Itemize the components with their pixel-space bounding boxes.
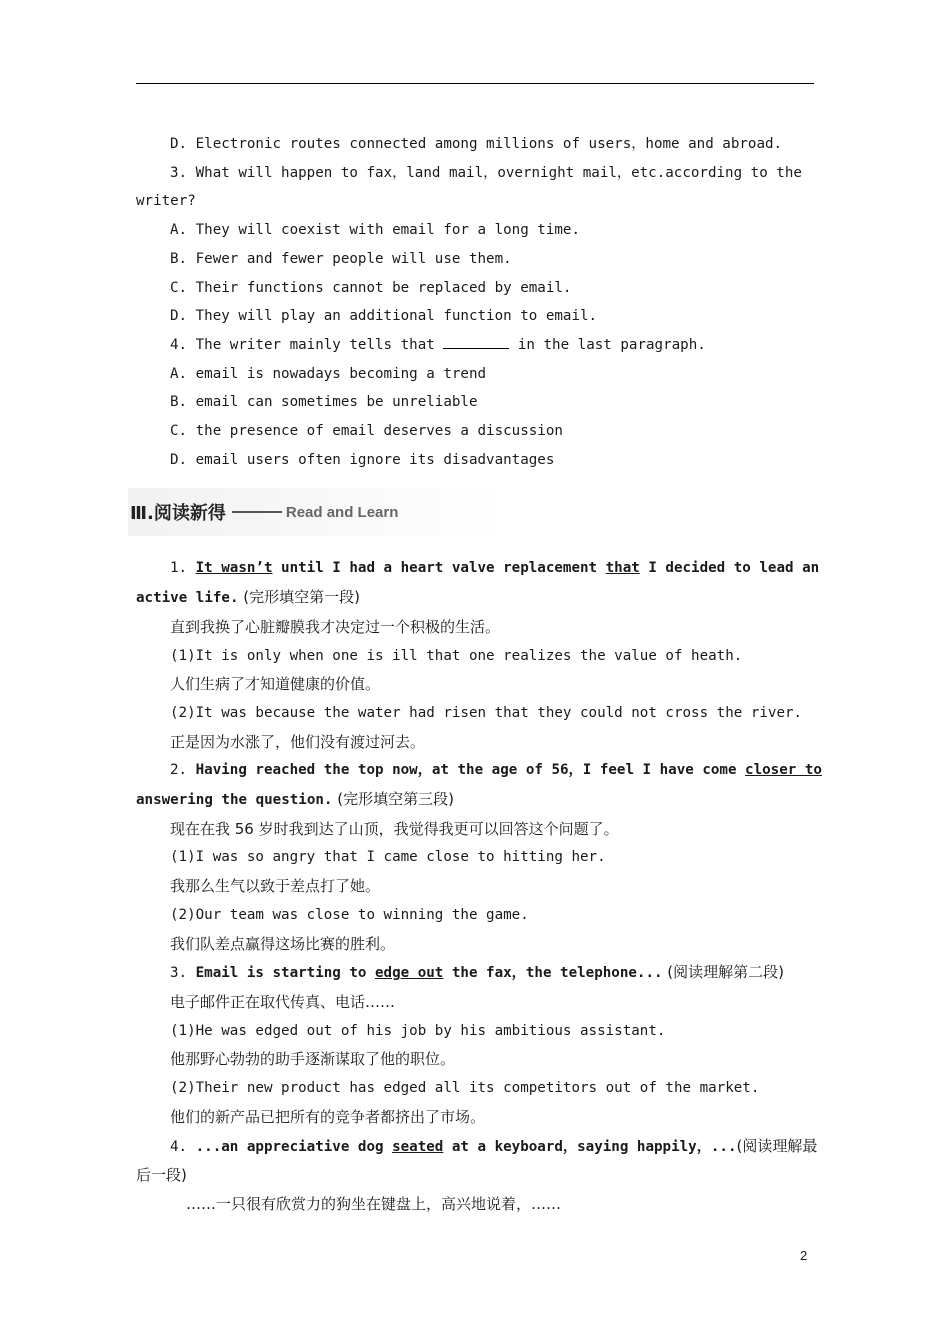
sentence-text: the fax，the telephone... [443, 965, 663, 982]
item1-translation: 直到我换了心脏瓣膜我才决定过一个积极的生活。 [170, 617, 501, 636]
source-note: (阅读理解最 [736, 1136, 818, 1155]
item3-example-2-translation: 他们的新产品已把所有的竞争者都挤出了市场。 [170, 1107, 486, 1126]
sentence-text: I decided to lead an [639, 560, 820, 577]
item1-sentence [136, 554, 820, 583]
key-phrase: edge out [375, 965, 444, 982]
q4-option-c: C. the presence of email deserves a discussion [170, 423, 563, 440]
item1-example-2: (2)It was because the water had risen that they could not cross the river. [170, 704, 803, 721]
key-phrase: It wasn’t [195, 560, 273, 577]
item3-translation: 电子邮件正在取代传真、电话…… [170, 992, 396, 1011]
sentence-text: active life. [136, 590, 239, 607]
sentence-text: at a keyboard，saying happily，... [443, 1138, 737, 1155]
sentence-text: ...an appreciative dog [195, 1138, 393, 1155]
q2-option-d: D. Electronic routes connected among millions of users，home and abroad. [170, 136, 783, 152]
item2-sentence-cont [136, 785, 816, 815]
item1-example-2-translation: 正是因为水涨了，他们没有渡过河去。 [170, 732, 426, 751]
q4-option-d: D. email users often ignore its disadvantages [170, 451, 555, 468]
q3-option-b: B. Fewer and fewer people will use them. [170, 250, 512, 267]
source-note: (完形填空第一段) [238, 588, 360, 607]
q3-option-d: D. They will play an additional function to email. [170, 308, 598, 325]
sentence-text: Having reached the top now，at the age of 56，I feel I have come [195, 762, 746, 779]
page-content [130, 130, 822, 1219]
item1-example-1-translation: 人们生病了才知道健康的价值。 [170, 675, 381, 694]
item-number: 4. [170, 1138, 196, 1155]
item-number: 3. [170, 965, 196, 982]
sentence-text: Email is starting to [195, 965, 375, 982]
answer-blank [443, 336, 509, 349]
item-number: 1. [170, 560, 196, 577]
q3-stem: 3. What will happen to fax，land mail，overnight mail，etc.according to the [170, 164, 802, 181]
section-heading [128, 488, 508, 536]
item4-sentence [136, 1132, 816, 1162]
key-phrase: that [605, 560, 640, 577]
sentence-text: until I had a heart valve replacement [272, 560, 606, 577]
item2-example-1: (1)I was so angry that I came close to hitting her. [170, 849, 606, 866]
source-note: (阅读理解第二段) [662, 963, 785, 982]
item2-sentence [136, 756, 822, 785]
item2-example-2-translation: 我们队差点赢得这场比赛的胜利。 [170, 934, 396, 953]
key-phrase: seated [392, 1138, 444, 1155]
item2-translation: 现在在我 56 岁时我到达了山顶，我觉得我更可以回答这个问题了。 [170, 819, 619, 838]
item1-sentence-cont [136, 583, 816, 613]
item-number: 2. [170, 762, 196, 779]
page-number: 2 [800, 1248, 808, 1263]
q4-option-b: B. email can sometimes be unreliable [170, 394, 478, 411]
q3-stem-cont: writer? [136, 193, 196, 210]
source-note: (完形填空第三段) [332, 790, 454, 809]
sentence-text: answering the question. [136, 792, 333, 809]
item4-translation: ……一只很有欣赏力的狗坐在键盘上，高兴地说着，…… [186, 1194, 562, 1213]
item3-sentence [136, 958, 816, 988]
item3-example-1-translation: 他那野心勃勃的助手逐渐谋取了他的职位。 [170, 1050, 456, 1069]
item2-example-2: (2)Our team was close to winning the game. [170, 906, 529, 923]
item3-example-2: (2)Their new product has edged all its competitors out of the market. [170, 1080, 760, 1097]
q4-stem [136, 331, 816, 360]
q4-stem-after: in the last paragraph. [509, 336, 706, 353]
section-divider [232, 511, 282, 513]
q3-option-c: C. Their functions cannot be replaced by email. [170, 279, 572, 296]
section-title-cn: Ⅲ.阅读新得 [130, 503, 226, 525]
header-rule [136, 83, 814, 84]
q3-option-a: A. They will coexist with email for a long time. [170, 222, 580, 239]
item3-example-1: (1)He was edged out of his job by his ambitious assistant. [170, 1022, 666, 1039]
q4-stem-before: 4. The writer mainly tells that [170, 336, 444, 353]
q4-option-a: A. email is nowadays becoming a trend [170, 365, 487, 382]
item1-example-1: (1)It is only when one is ill that one realizes the value of heath. [170, 647, 743, 664]
item4-sentence-cont: 后一段) [136, 1166, 187, 1185]
section-title-en: Read and Learn [285, 503, 399, 521]
key-phrase: closer to [745, 762, 822, 779]
item2-example-1-translation: 我那么生气以致于差点打了她。 [170, 877, 381, 896]
